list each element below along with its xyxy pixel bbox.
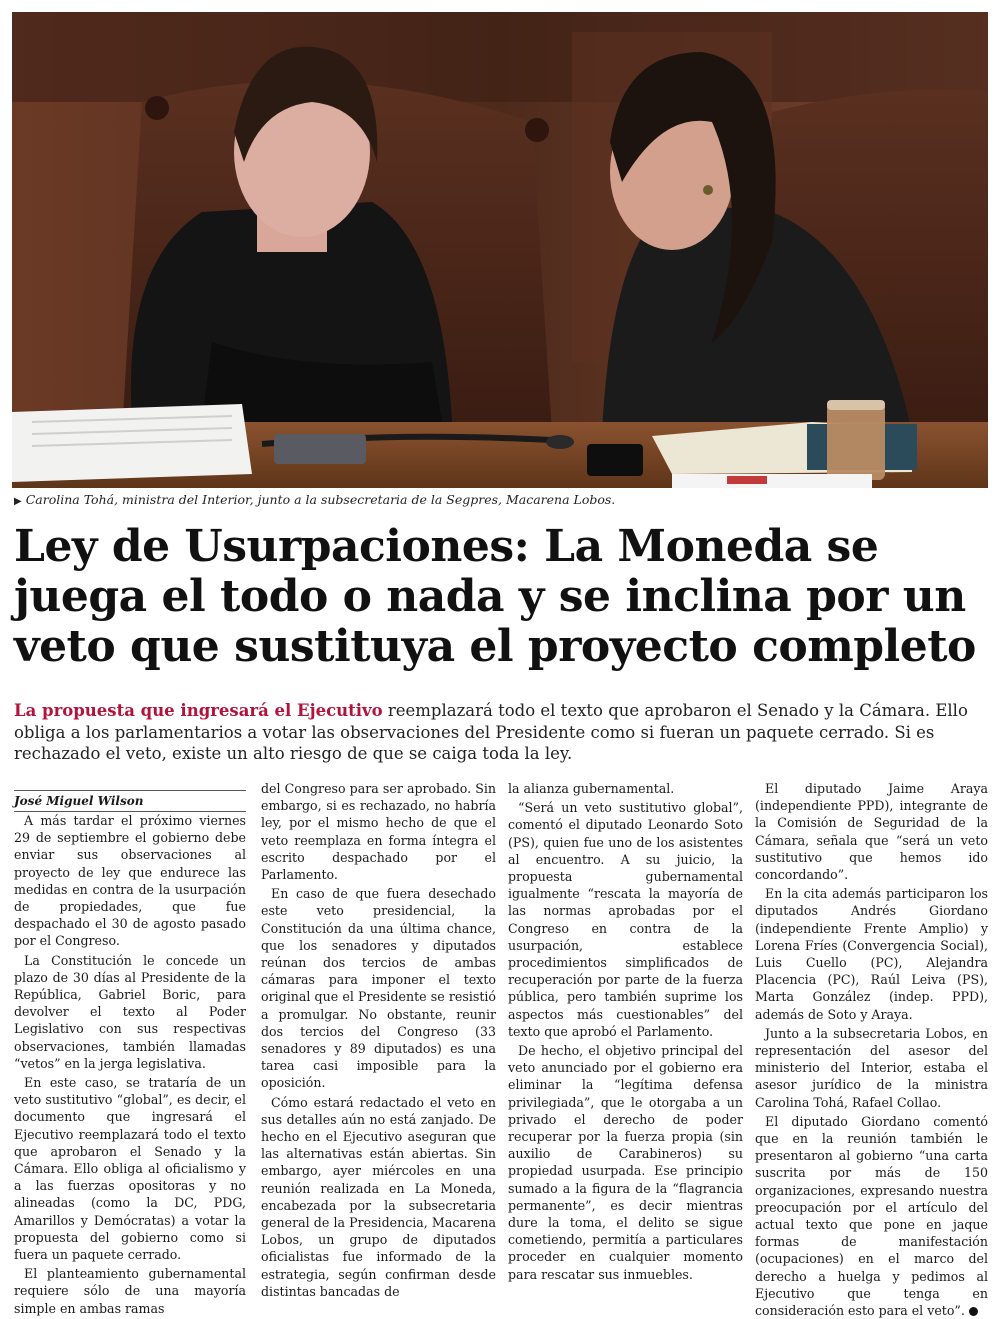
paragraph: “Será un veto sustitutivo global”, comentó el diputado Leonardo Soto (PS), quien fue uno de los asistentes al encuentro. A su juicio, la propuesta gubernamental igualmente “rescata la mayoría de las normas aprobadas por el Congreso en contra de la usurpación, establece procedimientos simplificados de recuperación por parte de la fuerza pública, pero también suprime los aspectos más cuestionables” del texto que aprobó el Parlamento. xyxy=(508,800,743,1039)
paragraph: A más tardar el próximo viernes 29 de septiembre el gobierno debe enviar sus observaciones al proyecto de ley que endurece las medidas en contra de la usurpación de propiedades, que fue despachado el 30 de agosto pasado por el Congreso. xyxy=(14,813,246,949)
article-column-4 xyxy=(755,780,988,1319)
lead-text: reemplazará todo el texto que aprobaron el Senado y la Cámara. Ello obliga a los parlamentarios a votar las observaciones del Presidente como si fueran un paquete cerrado. Si es rechazado el veto, existe un alto riesgo de que se caiga toda la ley. xyxy=(14,701,968,763)
paragraph-final xyxy=(755,1113,988,1319)
caption-marker-icon: ▶ xyxy=(14,496,22,507)
end-of-article-icon xyxy=(969,1307,978,1316)
paragraph: En este caso, se trataría de un veto sustitutivo “global”, es decir, el documento que ingresará el Ejecutivo reemplazará todo el texto que aprobaron el Senado y la Cámara. Ello obliga al oficialismo y a las fuerzas opositoras y no alineadas (como la DC, PDG, Amarillos y Demócratas) a votar la propuesta del gobierno como si fuera un paquete cerrado. xyxy=(14,1075,246,1263)
headline: Ley de Usurpaciones: La Moneda se juega el todo o nada y se inclina por un veto que sustituya el proyecto completo xyxy=(14,521,976,672)
caption-text: Carolina Tohá, ministra del Interior, junto a la subsecretaria de la Segpres, Macarena Lobos. xyxy=(25,492,616,507)
paragraph: La Constitución le concede un plazo de 30 días al Presidente de la República, Gabriel Boric, para devolver el texto al Poder Legislativo con sus respectivas observaciones, también llamadas “vetos” en la jerga legislativa. xyxy=(14,952,246,1071)
paragraph: De hecho, el objetivo principal del veto anunciado por el gobierno era eliminar la “legítima defensa privilegiada”, que le otorgaba a un privado el derecho de poder recuperar por la fuerza propia (sin auxilio de Carabineros) su propiedad usurpada. Ese principio sumado a la figura de la “flagrancia permanente”, es decir mientras dure la toma, el delito se sigue cometiendo, permitía a particulares proceder en cualquier momento para rescatar sus inmuebles. xyxy=(508,1043,743,1282)
paragraph: Junto a la subsecretaria Lobos, en representación del asesor del ministerio del Interior, estaba el asesor jurídico de la ministra Carolina Tohá, Rafael Collao. xyxy=(755,1025,988,1110)
paragraph: la alianza gubernamental. xyxy=(508,781,675,796)
lead-paragraph xyxy=(14,700,990,765)
photo-caption xyxy=(14,492,615,507)
byline: José Miguel Wilson xyxy=(14,790,246,812)
article-column-2 xyxy=(261,780,496,1300)
news-photo xyxy=(12,12,988,488)
article-column-1 xyxy=(14,812,246,1317)
article-column-3 xyxy=(508,780,743,1283)
paragraph-text: El diputado Giordano comentó que en la reunión también le presentaron al gobierno “una carta suscrita por más de 150 organizaciones, expresando nuestra preocupación por el artículo del actual texto que pone en jaque formas de manifestación (ocupaciones) en el marco del derecho a huelga y pedimos al Ejecutivo que tenga en consideración esto para el veto”. xyxy=(755,1113,988,1319)
paragraph: El planteamiento gubernamental requiere sólo de una mayoría simple en ambas ramas xyxy=(14,1266,246,1316)
paragraph: El diputado Jaime Araya (independiente PPD), integrante de la Comisión de Seguridad de la Cámara, señala que “será un veto sustitutivo que hemos ido concordando”. xyxy=(755,781,988,883)
paragraph: En la cita además participaron los diputados Andrés Giordano (independiente Frente Amplio) y Lorena Fríes (Convergencia Social), Luis Cuello (PC), Alejandra Placencia (PC), Raúl Leiva (PS), Marta González (indep. PPD), además de Soto y Araya. xyxy=(755,886,988,1022)
paragraph: del Congreso para ser aprobado. Sin embargo, si es rechazado, no habría ley, por el mismo hecho de que el veto reemplaza en forma íntegra el escrito despachado por el Parlamento. xyxy=(261,781,496,883)
lead-kicker: La propuesta que ingresará el Ejecutivo xyxy=(14,701,383,720)
paragraph: Cómo estará redactado el veto en sus detalles aún no está zanjado. De hecho en el Ejecutivo aseguran que las alternativas están abiertas. Sin embargo, ayer miércoles en una reunión realizada en La Moneda, encabezada por la subsecretaria general de la Presidencia, Macarena Lobos, un grupo de diputados oficialistas fue informado de la estrategia, según confirman desde distintas bancadas de xyxy=(261,1094,496,1299)
paragraph: En caso de que fuera desechado este veto presidencial, la Constitución da una última chance, que los senadores y diputados reúnan dos tercios de ambas cámaras para imponer el texto original que el Presidente se resistió a promulgar. No obstante, reunir dos tercios del Congreso (33 senadores y 89 diputados) es una tarea casi imposible para la oposición. xyxy=(261,886,496,1091)
